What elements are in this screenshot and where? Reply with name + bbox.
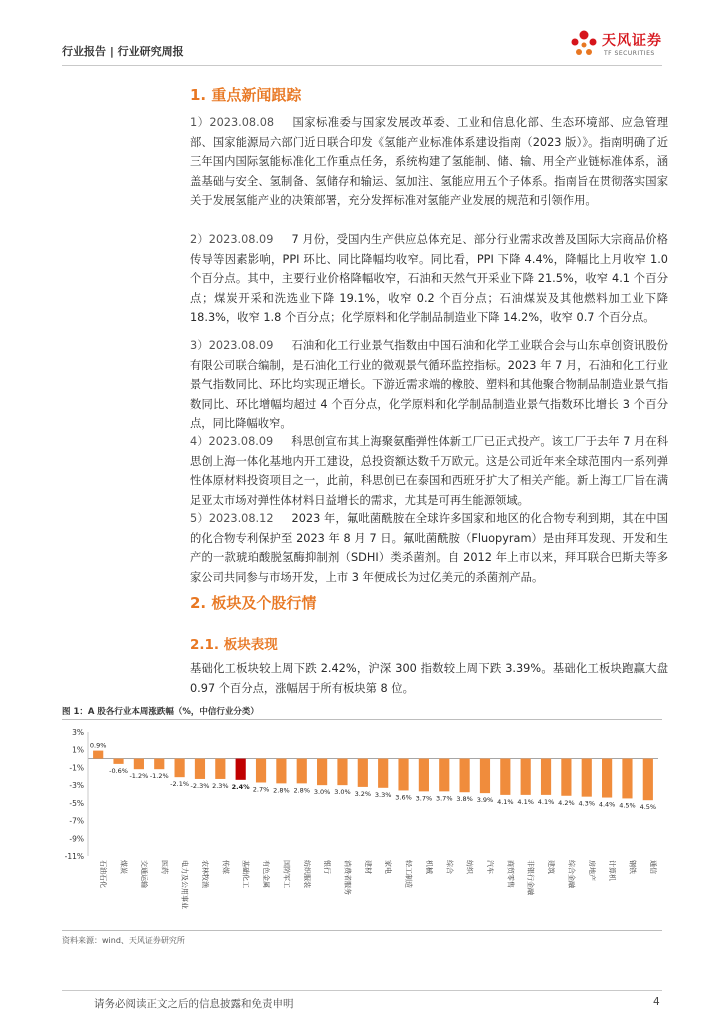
news-date: 1）2023.08.08 bbox=[190, 116, 275, 129]
category-label: 煤炭 bbox=[119, 860, 128, 874]
data-label: 3.0% bbox=[313, 788, 331, 797]
bar bbox=[195, 759, 205, 779]
news-date: 5）2023.08.12 bbox=[190, 512, 274, 525]
bar bbox=[154, 759, 164, 770]
data-label: 3.7% bbox=[435, 794, 453, 803]
category-label: 机械 bbox=[424, 860, 433, 874]
data-label: 3.0% bbox=[334, 788, 351, 797]
data-label: 3.8% bbox=[456, 795, 473, 804]
sector-summary: 基础化工板块较上周下跌 2.42%，沪深 300 指数较上周下跌 3.39%。基础化工板块跑赢大盘 0.97 个百分点，涨幅居于所有板块第 8 位。 bbox=[190, 662, 668, 695]
section-title-news: 1. 重点新闻跟踪 bbox=[190, 86, 302, 104]
bar bbox=[337, 759, 347, 786]
category-label: 汽车 bbox=[485, 860, 494, 874]
data-label: 4.1% bbox=[497, 797, 514, 806]
bar bbox=[643, 759, 653, 801]
category-label: 房地产 bbox=[587, 860, 596, 881]
y-tick-label: -11% bbox=[64, 852, 84, 861]
news-item bbox=[190, 230, 668, 328]
bar bbox=[236, 759, 246, 780]
bar bbox=[541, 759, 551, 795]
data-label: 4.5% bbox=[619, 801, 636, 810]
y-tick-label: -5% bbox=[69, 798, 84, 808]
data-label: 2.7% bbox=[252, 785, 270, 794]
y-tick-label: -9% bbox=[69, 834, 84, 844]
news-item bbox=[190, 509, 668, 587]
bar bbox=[256, 759, 266, 783]
data-label: 4.2% bbox=[558, 798, 575, 807]
news-date: 2）2023.08.09 bbox=[190, 233, 274, 246]
data-label: 0.9% bbox=[89, 741, 107, 750]
data-label: 2.8% bbox=[273, 786, 290, 795]
section-title-market: 2. 板块及个股行情 bbox=[190, 594, 317, 612]
category-label: 钢铁 bbox=[628, 860, 637, 874]
data-label: -1.2% bbox=[149, 772, 169, 781]
category-label: 纺织服装 bbox=[302, 860, 311, 888]
news-text: 7 月份，受国内生产供应总体充足、部分行业需求改善及国际大宗商品价格传导等因素影响，PPI 环比、同比降幅均收窄。同比看，PPI 下降 4.4%，降幅比上月收窄 1.0 个百分点。其中，主要行业价格降幅收窄，石油和天然气开采业下降 21.5%，收窄 4.1 个百分点；煤炭开采和洗选业下降 19.1%，收窄 0.2 个百分点；石油煤炭及其他燃料加工业下降 18.3%，收窄 1.8 个百分点；化学原料和化学制品制造业下降 14.2%，收窄 0.7 个百分点。 bbox=[190, 233, 668, 324]
data-label: 3.6% bbox=[395, 793, 412, 802]
category-label: 电力及公用事业 bbox=[180, 860, 189, 909]
category-label: 基础化工 bbox=[241, 860, 250, 888]
category-label: 有色金属 bbox=[262, 860, 271, 888]
y-tick-label: 1% bbox=[72, 745, 84, 755]
bar bbox=[419, 759, 429, 792]
data-label: 2.8% bbox=[293, 786, 311, 795]
data-label: 3.3% bbox=[374, 790, 392, 799]
category-label: 建筑 bbox=[547, 860, 556, 874]
y-tick-label: -7% bbox=[69, 816, 84, 826]
category-label: 纺织 bbox=[465, 860, 474, 874]
data-label: -0.6% bbox=[109, 766, 128, 775]
category-label: 商贸零售 bbox=[506, 860, 515, 888]
category-label: 农林牧渔 bbox=[200, 860, 209, 888]
news-item bbox=[190, 432, 668, 510]
logo-icon bbox=[568, 28, 600, 60]
header-divider bbox=[62, 65, 662, 66]
category-label: 交通运输 bbox=[139, 860, 148, 888]
category-label: 轻工制造 bbox=[404, 860, 413, 888]
bar bbox=[297, 759, 307, 784]
news-item bbox=[190, 336, 668, 434]
logo-subtitle: TF SECURITIES bbox=[604, 50, 655, 57]
y-tick-label: -1% bbox=[69, 763, 84, 773]
report-header: 行业报告 | 行业研究周报 bbox=[62, 45, 184, 58]
data-label: 3.7% bbox=[415, 794, 433, 803]
data-label: 4.1% bbox=[517, 797, 534, 806]
page-number: 4 bbox=[653, 996, 660, 1008]
category-label: 通信 bbox=[648, 860, 657, 874]
news-item bbox=[190, 113, 668, 211]
bar bbox=[582, 759, 592, 797]
bar bbox=[134, 759, 144, 770]
data-label: 4.1% bbox=[537, 797, 555, 806]
category-label: 计算机 bbox=[608, 860, 617, 881]
bar bbox=[398, 759, 408, 791]
category-label: 消费者服务 bbox=[343, 860, 352, 895]
bar bbox=[521, 759, 531, 795]
data-label: 4.3% bbox=[578, 799, 596, 808]
y-tick-label: -3% bbox=[69, 781, 84, 791]
subsection-title-sector: 2.1. 板块表现 bbox=[190, 637, 278, 653]
bar bbox=[93, 751, 103, 759]
data-label: 2.4% bbox=[231, 782, 250, 791]
brand-logo bbox=[568, 28, 678, 64]
bar bbox=[561, 759, 571, 796]
footer-disclaimer: 请务必阅读正文之后的信息披露和免责申明 bbox=[94, 998, 294, 1010]
news-text: 石油和化工行业景气指数由中国石油和化学工业联合会与山东卓创资讯股份有限公司联合编制，是石油化工行业的微观景气循环监控指标。2023 年 7 月，石油和化工行业景气指数同比、环比均实现正增长。下游近需求端的橡胶、塑料和其他聚合物制品制造业景气指数同比、环比增幅均超过 4 个百分点，化学原料和化学制品制造业景气指数环比增长 3 个百分点，同比降幅收窄。 bbox=[190, 339, 668, 430]
bar bbox=[602, 759, 612, 798]
bar bbox=[439, 759, 449, 792]
bar bbox=[460, 759, 470, 793]
category-label: 银行 bbox=[323, 860, 332, 874]
category-label: 传媒 bbox=[221, 860, 230, 874]
source-divider bbox=[62, 930, 662, 931]
bar bbox=[378, 759, 388, 788]
news-text: 国家标准委与国家发展改革委、工业和信息化部、生态环境部、应急管理部、国家能源局六部门近日联合印发《氢能产业标准体系建设指南（2023 版）》。指南明确了近三年国内国际氢能标准化工作重点任务，系统构建了氢能制、储、输、用全产业链标准体系，涵盖基础与安全、氢制备、氢储存和输运、氢加注、氢能应用五个子体系。指南旨在贯彻落实国家关于发展氢能产业的决策部署，充分发挥标准对氢能产业发展的规范和引领作用。 bbox=[190, 116, 668, 207]
bar bbox=[276, 759, 286, 784]
news-text: 2023 年，氟吡菌酰胺在全球许多国家和地区的化合物专利到期，其在中国的化合物专利保护至 2023 年 8 月 7 日。氟吡菌酰胺（Fluopyram）是由拜耳发现、开发和生产的一款琥珀酸脱氢酶抑制剂（SDHI）类杀菌剂。自 2012 年上市以来，拜耳联合巴斯夫等多家公司共同参与市场开发，上市 3 年便成长为过亿美元的杀菌剂产品。 bbox=[190, 512, 668, 584]
data-label: -1.2% bbox=[129, 772, 149, 781]
news-date: 3）2023.08.09 bbox=[190, 339, 274, 352]
figure-source: 资料来源：wind、天风证券研究所 bbox=[62, 936, 185, 945]
bar bbox=[317, 759, 327, 786]
category-label: 家电 bbox=[384, 860, 393, 874]
category-label: 非银行金融 bbox=[526, 860, 535, 895]
bar bbox=[500, 759, 510, 795]
logo-name: 天风证券 bbox=[602, 33, 662, 49]
news-text: 科思创宣布其上海聚氨酯弹性体新工厂已正式投产。该工厂于去年 7 月在科思创上海一体化基地内开工建设，总投资额达数千万欧元。这是公司近年来全球范围内一系列弹性体原材料投资项目之一，此前，科思创已在泰国和西班牙扩大了相关产能。新上海工厂旨在满足亚太市场对弹性体材料日益增长的需求，尤其是可再生能源领域。 bbox=[190, 435, 668, 507]
bar bbox=[358, 759, 368, 787]
data-label: -2.3% bbox=[190, 781, 210, 790]
bar bbox=[480, 759, 490, 794]
figure-title: 图 1：A 股各行业本周涨跌幅（%，中信行业分类） bbox=[62, 707, 259, 717]
data-label: -2.1% bbox=[170, 780, 190, 789]
category-label: 建材 bbox=[363, 860, 372, 874]
footer-divider bbox=[62, 990, 662, 991]
category-label: 医药 bbox=[160, 860, 169, 874]
data-label: 4.4% bbox=[598, 800, 616, 809]
data-label: 4.5% bbox=[639, 803, 657, 812]
data-label: 3.9% bbox=[476, 796, 494, 805]
figure-divider bbox=[62, 719, 662, 720]
industry-return-bar-chart bbox=[58, 724, 668, 929]
category-label: 石油石化 bbox=[99, 860, 108, 888]
data-label: 3.2% bbox=[354, 789, 372, 798]
news-date: 4）2023.08.09 bbox=[190, 435, 274, 448]
bar bbox=[175, 759, 185, 778]
bar bbox=[113, 759, 123, 764]
bar bbox=[215, 759, 225, 779]
category-label: 综合金融 bbox=[567, 860, 576, 888]
data-label: 2.3% bbox=[212, 781, 229, 790]
bar bbox=[622, 759, 632, 799]
category-label: 国防军工 bbox=[282, 860, 291, 888]
y-tick-label: 3% bbox=[72, 728, 84, 737]
category-label: 综合 bbox=[445, 860, 454, 874]
